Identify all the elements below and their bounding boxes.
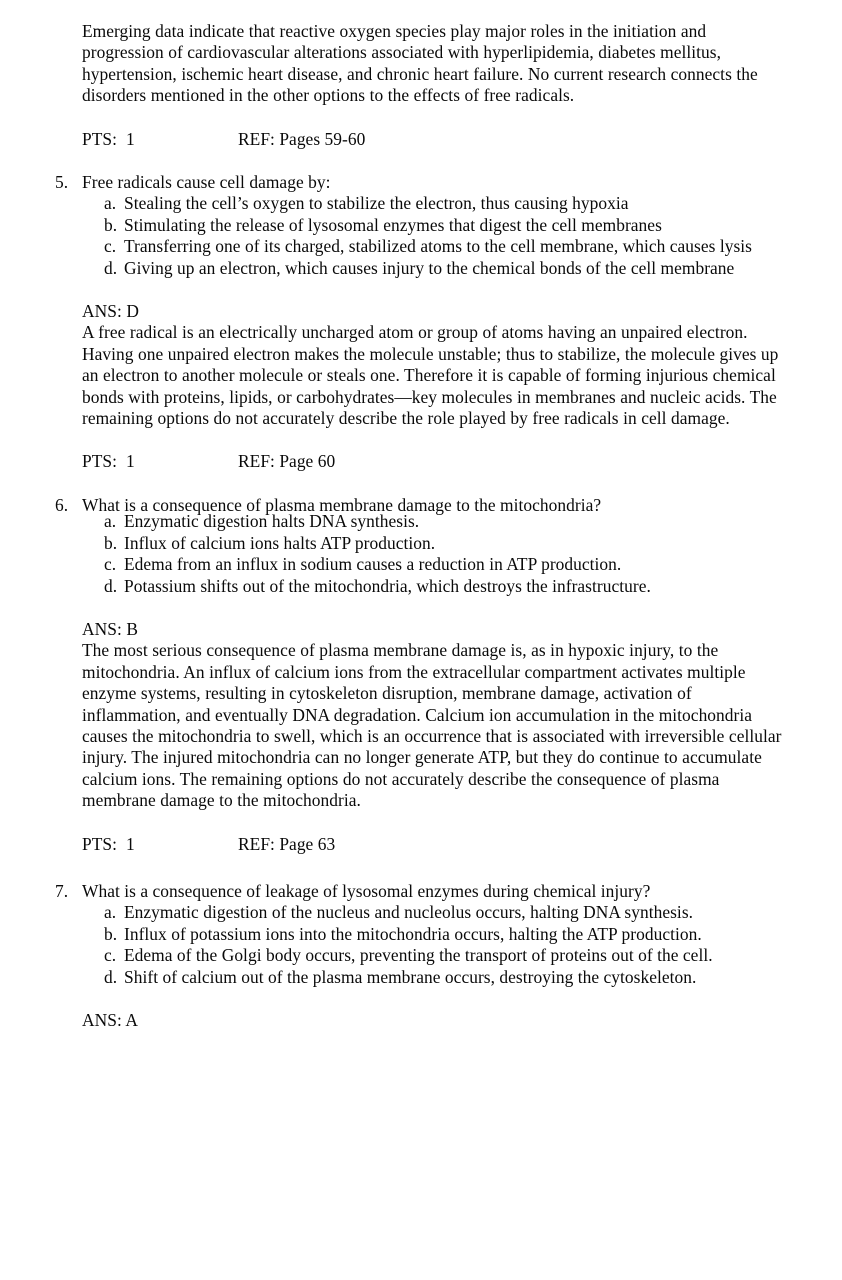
question-stem-line-5 bbox=[0, 172, 842, 193]
option-text-7a: Enzymatic digestion of the nucleus and nucleolus occurs, halting DNA synthesis. bbox=[124, 902, 694, 923]
spacer bbox=[0, 473, 842, 495]
option-item-6c[interactable] bbox=[0, 554, 842, 575]
option-text-6a: Enzymatic digestion halts DNA synthesis. bbox=[124, 511, 420, 532]
pts-ref-row-5 bbox=[82, 451, 783, 472]
option-item-5a[interactable] bbox=[0, 193, 842, 214]
top-margin-spacer bbox=[0, 0, 842, 21]
option-letter-7a: a. bbox=[104, 902, 117, 923]
spacer bbox=[0, 107, 842, 129]
answer-line-6: ANS: B bbox=[82, 618, 138, 639]
option-letter-5c: c. bbox=[104, 236, 117, 257]
rationale-paragraph-6: The most serious consequence of plasma membrane damage is, as in hypoxic injury, to the mitochondria. An influx of calcium ions from the extracellular compartment activates multiple enzyme systems, resulting in cytoskeleton disruption, membrane damage, activation of inflammation, and eventually DNA degradation. Calcium ion accumulation in the mitochondria causes the mitochondria to swell, which is an occurrence that is associated with irreversible cellular injury. The injured mitochondria can no longer generate ATP, but they do continue to accumulate calcium ions. The remaining options do not accurately describe the consequence of plasma membrane damage to the mitochondria. bbox=[82, 640, 782, 811]
pts-label: PTS: bbox=[82, 833, 117, 854]
ref-text: REF: Page 60 bbox=[238, 451, 336, 472]
option-item-6d[interactable] bbox=[0, 576, 842, 597]
spacer bbox=[0, 855, 842, 877]
question-number-6: 6. bbox=[55, 494, 69, 515]
option-item-5c[interactable] bbox=[0, 236, 842, 257]
option-text-7d: Shift of calcium out of the plasma membrane occurs, destroying the cytoskeleton. bbox=[124, 966, 697, 987]
answer-line-5: ANS: D bbox=[82, 301, 139, 322]
option-text-5a: Stealing the cell’s oxygen to stabilize the electron, thus causing hypoxia bbox=[124, 193, 629, 214]
option-letter-7d: d. bbox=[104, 966, 118, 987]
question-block-5 bbox=[0, 172, 842, 473]
option-text-5d: Giving up an electron, which causes injury to the chemical bonds of the cell membrane bbox=[124, 257, 735, 278]
option-letter-6a: a. bbox=[104, 511, 117, 532]
question-text-7: What is a consequence of leakage of lysosomal enzymes during chemical injury? bbox=[82, 880, 651, 901]
pts-label: PTS: bbox=[82, 128, 117, 149]
question-number-7: 7. bbox=[55, 880, 69, 901]
pts-value: 1 bbox=[126, 833, 135, 854]
option-letter-6c: c. bbox=[104, 554, 117, 575]
option-item-5b[interactable] bbox=[0, 215, 842, 236]
spacer bbox=[0, 150, 842, 172]
option-item-5d[interactable] bbox=[0, 258, 842, 279]
option-item-7b[interactable] bbox=[0, 924, 842, 945]
pts-value: 1 bbox=[126, 451, 135, 472]
question-text-6: What is a consequence of plasma membrane damage to the mitochondria? bbox=[82, 494, 602, 515]
option-text-5c: Transferring one of its charged, stabilized atoms to the cell membrane, which causes lysis bbox=[124, 236, 752, 257]
spacer bbox=[0, 429, 842, 451]
option-letter-6d: d. bbox=[104, 575, 118, 596]
question-block-6 bbox=[0, 495, 842, 855]
question-text-5: Free radicals cause cell damage by: bbox=[82, 172, 331, 193]
option-item-7a[interactable] bbox=[0, 902, 842, 923]
question-stem-line-7 bbox=[0, 881, 842, 902]
option-item-7c[interactable] bbox=[0, 945, 842, 966]
spacer bbox=[0, 279, 842, 301]
option-list-7 bbox=[0, 902, 842, 988]
option-text-7b: Influx of potassium ions into the mitochondria occurs, halting the ATP production. bbox=[124, 923, 702, 944]
option-item-6a[interactable] bbox=[0, 511, 842, 532]
pts-ref-row-6 bbox=[82, 834, 783, 855]
option-list-5 bbox=[0, 193, 842, 279]
pts-value: 1 bbox=[126, 128, 135, 149]
option-letter-6b: b. bbox=[104, 532, 118, 553]
option-text-6d: Potassium shifts out of the mitochondria, which destroys the infrastructure. bbox=[124, 575, 651, 596]
option-text-5b: Stimulating the release of lysosomal enzymes that digest the cell membranes bbox=[124, 214, 662, 235]
option-item-6b[interactable] bbox=[0, 533, 842, 554]
ref-text: REF: Page 63 bbox=[238, 833, 336, 854]
pts-label: PTS: bbox=[82, 451, 117, 472]
option-list-6 bbox=[0, 511, 842, 597]
option-letter-7c: c. bbox=[104, 945, 117, 966]
ref-text: REF: Pages 59-60 bbox=[238, 128, 366, 149]
question-block-7 bbox=[0, 881, 842, 1031]
option-letter-5d: d. bbox=[104, 257, 118, 278]
option-letter-7b: b. bbox=[104, 923, 118, 944]
rationale-paragraph-5: A free radical is an electrically uncharged atom or group of atoms having an unpaired electron. Having one unpaired electron makes the molecule unstable; thus to stabilize, the molecule gives up an electron to another molecule or steals one. Therefore it is capable of forming injurious chemical bonds with proteins, lipids, or carbohydrates—key molecules in membranes and nucleic acids. The remaining options do not accurately describe the role played by free radicals in cell damage. bbox=[82, 322, 779, 429]
question-number-5: 5. bbox=[55, 172, 69, 193]
option-text-6c: Edema from an influx in sodium causes a reduction in ATP production. bbox=[124, 554, 622, 575]
pts-ref-row-top bbox=[82, 129, 783, 150]
spacer bbox=[0, 597, 842, 619]
option-text-6b: Influx of calcium ions halts ATP production. bbox=[124, 532, 436, 553]
option-text-7c: Edema of the Golgi body occurs, preventing the transport of proteins out of the cell. bbox=[124, 945, 713, 966]
option-item-7d[interactable] bbox=[0, 967, 842, 988]
option-letter-5a: a. bbox=[104, 193, 117, 214]
option-letter-5b: b. bbox=[104, 214, 118, 235]
spacer bbox=[0, 812, 842, 834]
answer-line-7: ANS: A bbox=[82, 1009, 138, 1030]
spacer bbox=[0, 988, 842, 1010]
rationale-paragraph-continued: Emerging data indicate that reactive oxygen species play major roles in the initiation and progression of cardiovascular alterations associated with hyperlipidemia, diabetes mellitus, hypertension, ischemic heart disease, and chronic heart failure. No current research connects the disorders mentioned in the other options to the effects of free radicals. bbox=[82, 21, 758, 106]
